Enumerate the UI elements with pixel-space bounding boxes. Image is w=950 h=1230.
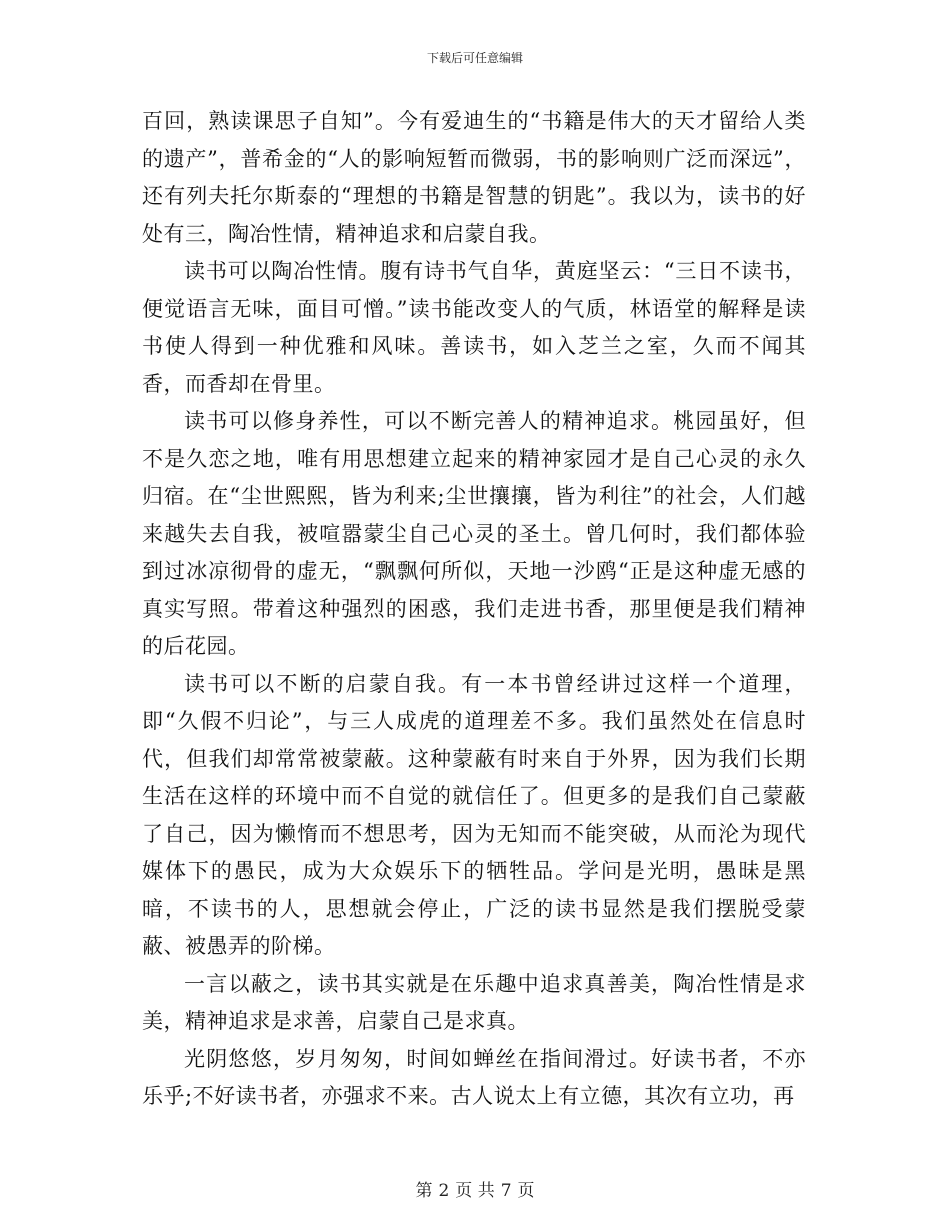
paragraph-spiritual-pursuit: 读书可以修身养性，可以不断完善人的精神追求。桃园虽好，但不是久恋之地，唯有用思想建立起来的精神家园才是自己心灵的永久归宿。在“尘世熙熙，皆为利来;尘世攘攘，皆为利往”的社会，人们越来越失去自我，被喧嚣蒙尘自己心灵的圣土。曾几何时，我们都体验到过冰凉彻骨的虚无，“飘飘何所似，天地一沙鸥“正是这种虚无感的真实写照。带着这种强烈的困惑，我们走进书香，那里便是我们精神的后花园。 (142, 409, 806, 658)
page-footer (0, 1180, 950, 1202)
page-header: 下载后可任意编辑 (426, 51, 523, 65)
footer-prefix: 第 (415, 1181, 433, 1201)
paragraph-closing: 光阴悠悠，岁月匆匆，时间如蝉丝在指间滑过。好读书者，不亦乐乎;不好读书者，亦强求不来。古人说太上有立德，其次有立功，再 (142, 1046, 806, 1108)
footer-total-pages: 7 (500, 1181, 512, 1201)
paragraph-continuation: 百回，熟读课思子自知”。今有爱迪生的“书籍是伟大的天才留给人类的遗产”，普希金的“人的影响短暂而微弱，书的影响则广泛而深远”，还有列夫托尔斯泰的“理想的书籍是智慧的钥匙”。我以为，读书的好处有三，陶冶性情，精神追求和启蒙自我。 (142, 109, 806, 246)
paragraph-summary: 一言以蔽之，读书其实就是在乐趣中追求真善美，陶冶性情是求美，精神追求是求善，启蒙自己是求真。 (142, 971, 806, 1033)
footer-page-number: 2 (438, 1181, 450, 1201)
document-body (142, 103, 806, 1116)
footer-middle: 页 共 (455, 1181, 495, 1201)
paragraph-self-enlightenment: 读书可以不断的启蒙自我。有一本书曾经讲过这样一个道理，即“久假不归论”，与三人成虎的道理差不多。我们虽然处在信息时代，但我们却常常被蒙蔽。这种蒙蔽有时来自于外界，因为我们长期生活在这样的环境中而不自觉的就信任了。但更多的是我们自己蒙蔽了自己，因为懒惰而不想思考，因为无知而不能突破，从而沦为现代媒体下的愚民，成为大众娱乐下的牺牲品。学问是光明，愚昧是黑暗，不读书的人，思想就会停止，广泛的读书显然是我们摆脱受蒙蔽、被愚弄的阶梯。 (142, 671, 806, 958)
paragraph-cultivate-temperament: 读书可以陶冶性情。腹有诗书气自华，黄庭坚云：“三日不读书，便觉语言无味，面目可憎。”读书能改变人的气质，林语堂的解释是读书使人得到一种优雅和风味。善读书，如入芝兰之室，久而不闻其香，而香却在骨里。 (142, 259, 806, 396)
footer-suffix: 页 (517, 1181, 535, 1201)
